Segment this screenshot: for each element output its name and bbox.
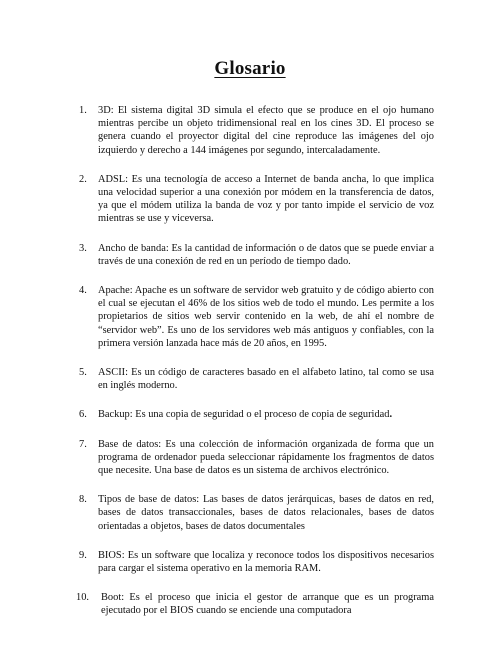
- entry-definition: Es el proceso que inicia el gestor de arranque que es un programa ejecutado por el BIOS cuando se enciende una computadora: [101, 592, 434, 617]
- entry-term: Backup :: [98, 409, 135, 420]
- glossary-entry-apache: [79, 284, 434, 350]
- entry-term: BIOS :: [98, 550, 128, 561]
- entry-number: 7.: [79, 438, 87, 450]
- entry-definition: Es una colección de información organizada de forma que un programa de ordenador pueda seleccionar rápidamente los fragmentos de datos que necesite. Una base de datos es un sistema de archivos electrónico.: [98, 438, 434, 477]
- entry-term: Apache :: [98, 285, 135, 296]
- entry-number: 4.: [79, 285, 87, 297]
- entry-number: 10.: [76, 592, 89, 604]
- glossary-entry-ascii: [79, 366, 434, 392]
- page-title: Glosario: [214, 58, 286, 79]
- entry-term: Boot :: [101, 592, 129, 603]
- entry-definition: Apache es un software de servidor web gratuito y de código abierto con el cual se ejecutan el 46% de los sitios web de todo el mundo. Les permite a los propietarios de sitios web servir contenido en la web, de ahí el nombre de “servidor web”. Es uno de los servidores web más antiguos y confiables, con la primera versión lanzada hace más de 20 años, en 1995.: [98, 285, 434, 349]
- glossary-entry-3d: [79, 104, 434, 157]
- entry-definition: Las bases de datos jerárquicas, bases de datos en red, bases de datos transaccionales, bases de datos relacionales, bases de datos orientadas a objetos, bases de datos documentales: [98, 494, 434, 532]
- entry-term: 3D :: [98, 105, 118, 116]
- entry-term: Base de datos :: [98, 439, 165, 450]
- entry-term: Tipos de base de datos :: [98, 494, 203, 505]
- entry-trailing-period: .: [389, 409, 393, 421]
- entry-definition: Es una copia de seguridad o el proceso de copia de seguridad: [135, 409, 390, 421]
- entry-term: Ancho de banda :: [98, 243, 171, 254]
- entry-number: 6.: [79, 409, 87, 421]
- entry-number: 8.: [79, 494, 87, 506]
- glossary-entry-bios: [79, 549, 434, 575]
- entry-number: 9.: [79, 549, 87, 561]
- entry-definition: Es un código de caracteres basado en el alfabeto latino, tal como se usa en inglés moderno.: [98, 367, 434, 392]
- entry-number: 2.: [79, 173, 87, 185]
- entry-definition: Es la cantidad de información o de datos que se puede enviar a través de una conexión de red en un período de tiempo dado.: [98, 242, 434, 267]
- glossary-entry-adsl: [79, 173, 434, 226]
- entry-number: 5.: [79, 367, 87, 379]
- entry-definition: El sistema digital 3D simula el efecto que se produce en el ojo humano mientras percibe un objeto tridimensional real en los cines 3D. El proceso se genera cuando el proyector digital del cine reproduce las imágenes del ojo izquierdo y derecho a 144 imágenes por segundo, intercaladamente.: [98, 105, 434, 156]
- entry-definition: Es un software que localiza y reconoce todos los dispositivos necesarios para cargar el sistema operativo en la memoria RAM.: [98, 549, 434, 575]
- entry-number: 1.: [79, 105, 87, 116]
- entry-definition: Es una tecnología de acceso a Internet de banda ancha, lo que implica una velocidad superior a una conexión por módem en la transferencia de datos, ya que el módem utiliza la banda de voz y por tanto impide el servicio de voz mientras se use y viceversa.: [98, 173, 434, 225]
- glossary-entry-base-de-datos: [79, 438, 434, 478]
- glossary-entry-boot: [76, 591, 434, 617]
- glossary-entry-ancho-de-banda: [79, 242, 434, 268]
- glossary-entry-backup: [79, 408, 434, 421]
- entry-number: 3.: [79, 242, 87, 254]
- glossary-entry-tipos-de-base-de-datos: [79, 493, 434, 533]
- entry-term: ASCII :: [98, 367, 131, 378]
- entry-term: ADSL :: [98, 174, 132, 185]
- glossary-list: [76, 104, 434, 634]
